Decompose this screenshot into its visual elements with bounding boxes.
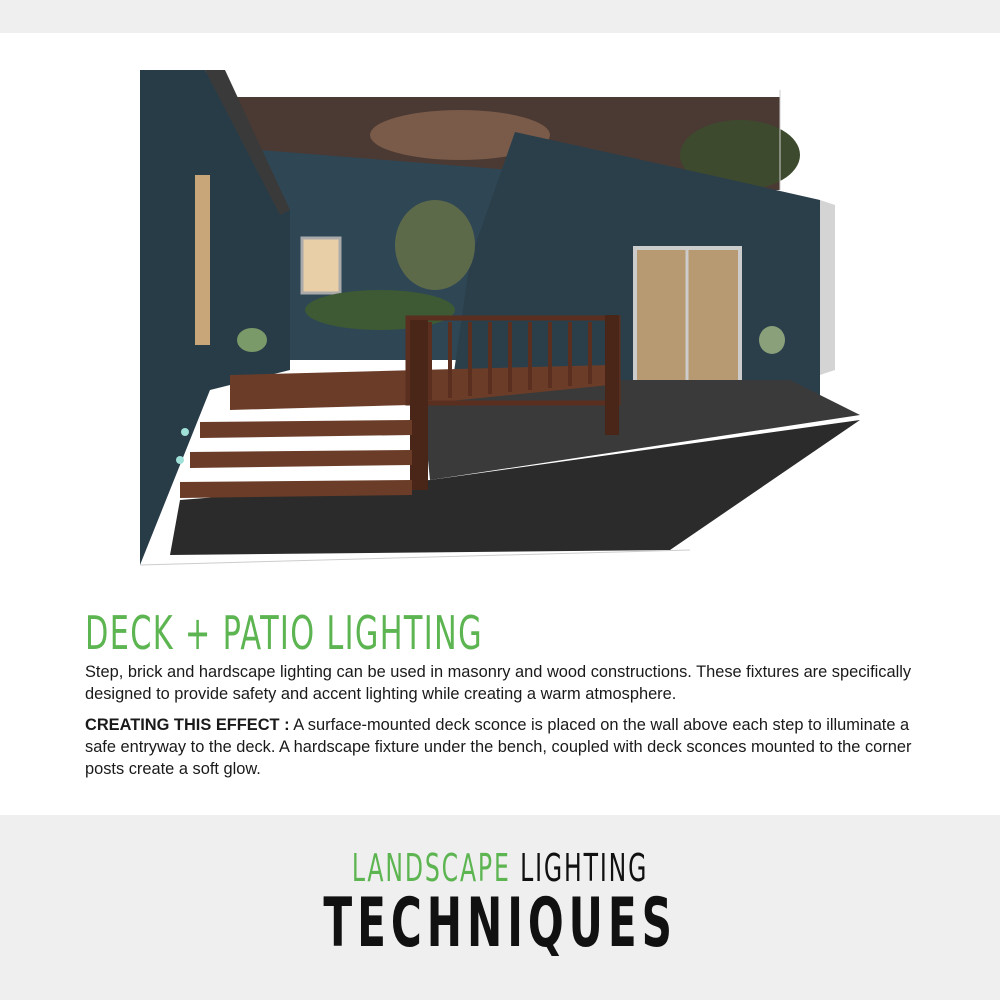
footer-landscape: LANDSCAPE — [351, 846, 511, 890]
corner-post — [605, 315, 619, 435]
footer-line2 — [0, 884, 1000, 963]
deck-patio-illustration — [130, 60, 880, 575]
left-window — [195, 175, 210, 345]
page-title: DECK + PATIO LIGHTING — [85, 606, 483, 660]
effect-paragraph — [85, 714, 935, 780]
small-window — [302, 238, 340, 293]
footer-techniques: TECHNIQUES — [323, 884, 677, 963]
effect-text: A surface-mounted deck sconce is placed on the wall above each step to illuminate a safe entryway to the deck. A hardscape fixture under the bench, coupled with deck sconces mounted to the corner posts create a soft glow. — [85, 716, 912, 778]
cactus-pot — [237, 328, 267, 352]
step — [180, 480, 412, 498]
step — [190, 450, 412, 468]
cactus-pot-right — [759, 326, 785, 354]
step — [200, 420, 412, 438]
top-band — [0, 0, 1000, 33]
corner-post — [410, 320, 428, 490]
step-sconce — [181, 428, 189, 436]
effect-label: CREATING THIS EFFECT : — [85, 716, 290, 734]
step-sconce — [176, 456, 184, 464]
shrubs — [305, 290, 455, 330]
description-text: Step, brick and hardscape lighting can be used in masonry and wood constructions. These fixtures are specifically designed to provide safety and accent lighting while creating a warm atmosphere. — [85, 663, 912, 703]
footer-lighting: LIGHTING — [520, 846, 649, 890]
palm-plant — [395, 200, 475, 290]
side-gray-panel — [820, 200, 835, 375]
